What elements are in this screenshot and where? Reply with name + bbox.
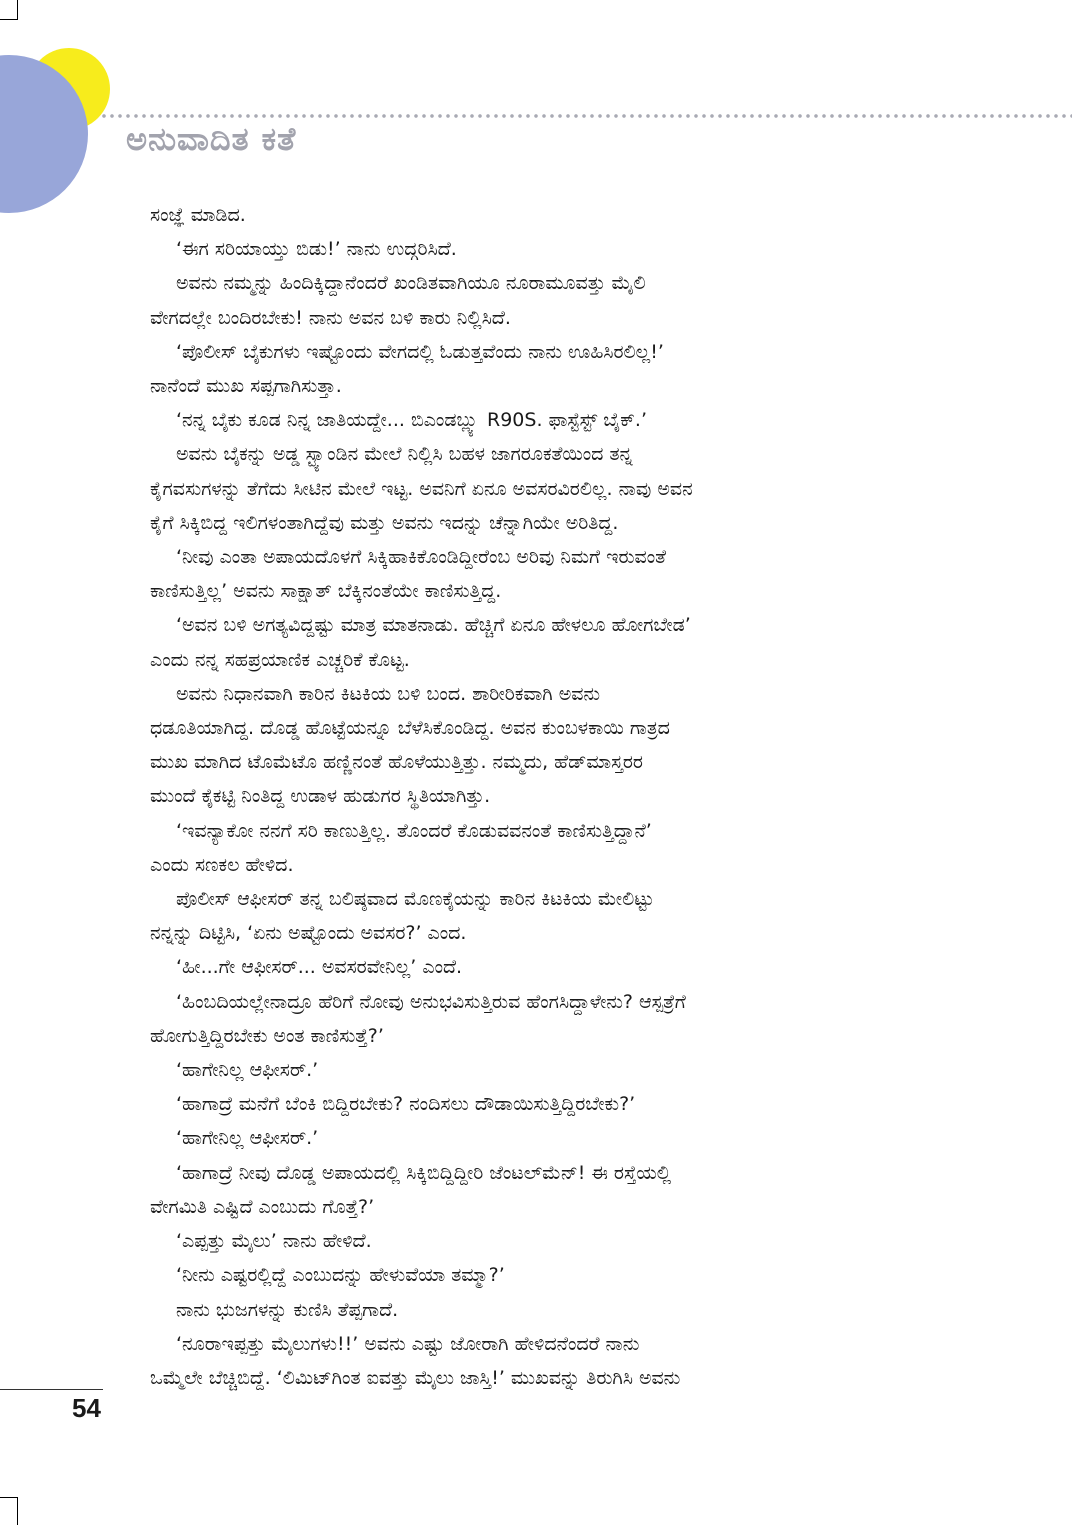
body-line: ಕೈಗೆ ಸಿಕ್ಕಿಬಿದ್ದ ಇಲಿಗಳಂತಾಗಿದ್ದೆವು ಮತ್ತು ಅವನು ಇದನ್ನು ಚೆನ್ನಾಗಿಯೇ ಅರಿತಿದ್ದ. [150,511,619,534]
body-line: ಹೋಗುತ್ತಿದ್ದಿರಬೇಕು ಅಂತ ಕಾಣಿಸುತ್ತೆ?’ [150,1024,384,1047]
body-line: ನಾನೆಂದೆ ಮುಖ ಸಪ್ಪಗಾಗಿಸುತ್ತಾ. [150,375,342,398]
body-line: ‘ನೂರಾಇಪ್ಪತ್ತು ಮೈಲುಗಳು!!’ ಅವನು ಎಷ್ಟು ಜೋರಾಗಿ ಹೇಳಿದನೆಂದರೆ ನಾನು [176,1332,640,1355]
body-line: ಕಾಣಿಸುತ್ತಿಲ್ಲ’ ಅವನು ಸಾಕ್ಷಾತ್ ಬೆಕ್ಕಿನಂತೆಯೇ ಕಾಣಿಸುತ್ತಿದ್ದ. [150,580,502,603]
body-line: ‘ಎಪ್ಪತ್ತು ಮೈಲು’ ನಾನು ಹೇಳಿದೆ. [176,1230,372,1253]
section-title: ಅನುವಾದಿತ ಕತೆ [126,120,297,158]
body-line: ಮುಖ ಮಾಗಿದ ಟೊಮೆಟೊ ಹಣ್ಣಿನಂತೆ ಹೊಳೆಯುತ್ತಿತ್ತು. ನಮ್ಮದು, ಹೆಡ್‌ಮಾಸ್ತರರ [150,751,643,774]
body-line: ‘ಹೀ...ಗೇ ಆಫೀಸರ್... ಅವಸರವೇನಿಲ್ಲ’ ಎಂದೆ. [176,956,463,979]
body-line: ‘ಪೊಲೀಸ್ ಬೈಕುಗಳು ಇಷ್ಟೊಂದು ವೇಗದಲ್ಲಿ ಓಡುತ್ತವೆಂದು ನಾನು ಊಹಿಸಿರಲಿಲ್ಲ!’ [176,340,664,363]
body-line: ವೇಗದಲ್ಲೇ ಬಂದಿರಬೇಕು! ನಾನು ಅವನ ಬಳಿ ಕಾರು ನಿಲ್ಲಿಸಿದೆ. [150,306,511,329]
body-line: ‘ನೀವು ಎಂತಾ ಅಪಾಯದೊಳಗೆ ಸಿಕ್ಕಿಹಾಕಿಕೊಂಡಿದ್ದೀರೆಂಬ ಅರಿವು ನಿಮಗೆ ಇರುವಂತೆ [176,546,666,569]
body-line: ಅವನು ನಮ್ಮನ್ನು ಹಿಂದಿಕ್ಕಿದ್ದಾನೆಂದರೆ ಖಂಡಿತವಾಗಿಯೂ ನೂರಾಮೂವತ್ತು ಮೈಲಿ [176,272,646,295]
body-line: ‘ಹಿಂಬದಿಯಲ್ಲೇನಾದ್ರೂ ಹೆರಿಗೆ ನೋವು ಅನುಭವಿಸುತ್ತಿರುವ ಹೆಂಗಸಿದ್ದಾಳೇನು? ಆಸ್ಪತ್ರೆಗೆ [176,990,686,1013]
crop-mark-bottom-vertical [17,1497,18,1525]
body-line: ‘ಈಗ ಸರಿಯಾಯ್ತು ಬಿಡು!’ ನಾನು ಉದ್ಗರಿಸಿದೆ. [176,238,457,261]
body-line: ಮುಂದೆ ಕೈಕಟ್ಟಿ ನಿಂತಿದ್ದ ಉಡಾಳ ಹುಡುಗರ ಸ್ಥಿತಿಯಾಗಿತ್ತು. [150,785,491,808]
body-line: ನಾನು ಭುಜಗಳನ್ನು ಕುಣಿಸಿ ತೆಪ್ಪಗಾದೆ. [176,1298,399,1321]
body-line: ಅವನು ನಿಧಾನವಾಗಿ ಕಾರಿನ ಕಿಟಕಿಯ ಬಳಿ ಬಂದ. ಶಾರೀರಿಕವಾಗಿ ಅವನು [176,682,601,705]
body-line: ‘ಹಾಗೇನಿಲ್ಲ ಆಫೀಸರ್.’ [176,1127,319,1150]
body-line: ‘ಹಾಗಾದ್ರೆ ನೀವು ದೊಡ್ಡ ಅಪಾಯದಲ್ಲಿ ಸಿಕ್ಕಿಬಿದ್ದಿದ್ದೀರಿ ಜೆಂಟಲ್‌ಮೆನ್! ಈ ರಸ್ತೆಯಲ್ಲಿ [176,1161,672,1184]
body-line: ‘ಹಾಗಾದ್ರೆ ಮನೆಗೆ ಬೆಂಕಿ ಬಿದ್ದಿರಬೇಕು? ನಂದಿಸಲು ದೌಡಾಯಿಸುತ್ತಿದ್ದಿರಬೇಕು?’ [176,1093,636,1116]
body-line: ಒಮ್ಮೆಲೇ ಬೆಚ್ಚಿಬಿದ್ದೆ. ‘ಲಿಮಿಟ್‌ಗಿಂತ ಐವತ್ತು ಮೈಲು ಜಾಸ್ತಿ!’ ಮುಖವನ್ನು ತಿರುಗಿಸಿ ಅವನು [150,1366,681,1389]
body-line: ಎಂದು ನನ್ನ ಸಹಪ್ರಯಾಣಿಕ ಎಚ್ಚರಿಕೆ ಕೊಟ್ಟ. [150,648,410,671]
body-line: ವೇಗಮಿತಿ ಎಷ್ಟಿದೆ ಎಂಬುದು ಗೊತ್ತೆ?’ [150,1195,375,1218]
crop-mark-top-horizontal [0,19,18,20]
body-line: ‘ನೀನು ಎಷ್ಟರಲ್ಲಿದ್ದೆ ಎಂಬುದನ್ನು ಹೇಳುವೆಯಾ ತಮ್ಮಾ?’ [176,1264,505,1287]
body-line: ‘ನನ್ನ ಬೈಕು ಕೂಡ ನಿನ್ನ ಜಾತಿಯದ್ದೇ... ಬಿಎಂಡಬ್ಲ್ಯು R90S. ಫಾಸ್ಟೆಸ್ಟ್ ಬೈಕ್.’ [176,409,647,432]
body-line: ‘ಅವನ ಬಳಿ ಅಗತ್ಯವಿದ್ದಷ್ಟು ಮಾತ್ರ ಮಾತನಾಡು. ಹೆಚ್ಚಿಗೆ ಏನೂ ಹೇಳಲೂ ಹೋಗಬೇಡ’ [176,614,691,637]
page-number: 54 [72,1393,101,1423]
body-line: ‘ಇವನ್ಯಾಕೋ ನನಗೆ ಸರಿ ಕಾಣುತ್ತಿಲ್ಲ. ತೊಂದರೆ ಕೊಡುವವನಂತೆ ಕಾಣಿಸುತ್ತಿದ್ದಾನೆ’ [176,819,652,842]
body-line: ಸಂಜ್ಞೆ ಮಾಡಿದ. [150,204,246,226]
body-line: ಕೈಗವಸುಗಳನ್ನು ತೆಗೆದು ಸೀಟಿನ ಮೇಲೆ ಇಟ್ಟ. ಅವನಿಗೆ ಏನೂ ಅವಸರವಿರಲಿಲ್ಲ. ನಾವು ಅವನ [150,477,693,500]
body-line: ‘ಹಾಗೇನಿಲ್ಲ ಆಫೀಸರ್.’ [176,1059,319,1082]
crop-mark-bottom-horizontal [0,1497,18,1498]
body-line: ನನ್ನನ್ನು ದಿಟ್ಟಿಸಿ, ‘ಏನು ಅಷ್ಟೊಂದು ಅವಸರ?’ ಎಂದ. [150,922,467,945]
body-line: ಅವನು ಬೈಕನ್ನು ಅಡ್ಡ ಸ್ಟ್ಯಾಂಡಿನ ಮೇಲೆ ನಿಲ್ಲಿಸಿ ಬಹಳ ಜಾಗರೂಕತೆಯಿಂದ ತನ್ನ [176,443,633,466]
body-line: ಧಡೂತಿಯಾಗಿದ್ದ. ದೊಡ್ಡ ಹೊಟ್ಟೆಯನ್ನೂ ಬೆಳೆಸಿಕೊಂಡಿದ್ದ. ಅವನ ಕುಂಬಳಕಾಯಿ ಗಾತ್ರದ [150,717,670,740]
story-body [150,198,910,1395]
footer-rule [0,1389,103,1390]
body-line: ಪೊಲೀಸ್ ಆಫೀಸರ್ ತನ್ನ ಬಲಿಷ್ಠವಾದ ಮೊಣಕೈಯನ್ನು ಕಾರಿನ ಕಿಟಕಿಯ ಮೇಲಿಟ್ಟು [176,888,655,911]
body-line: ಎಂದು ಸಣಕಲ ಹೇಳಿದ. [150,853,294,876]
crop-mark-top-vertical [17,0,18,20]
